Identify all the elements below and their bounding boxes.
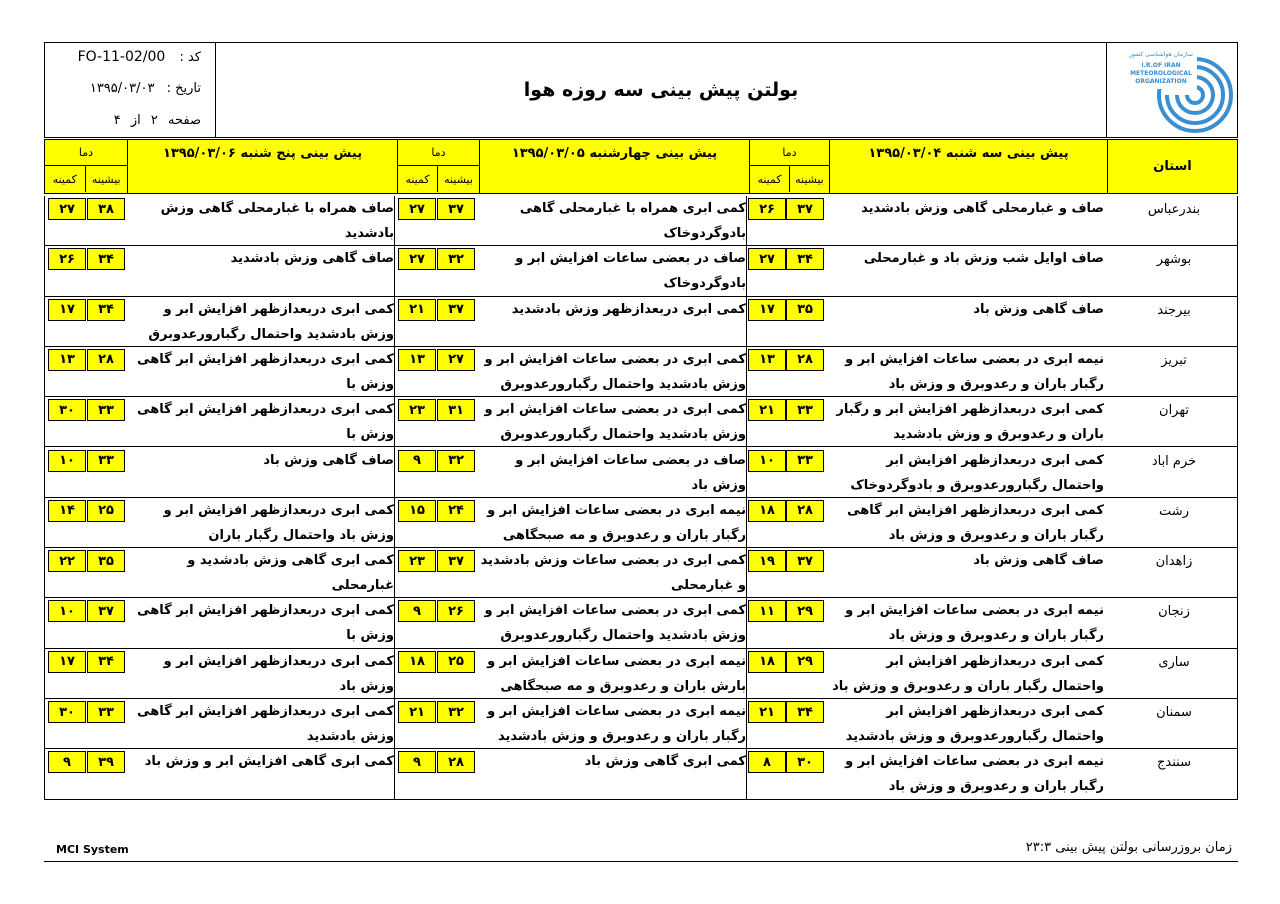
d3-max-temp: ۳۵ <box>87 550 125 572</box>
d2-max-temp: ۳۷ <box>437 550 475 572</box>
province-name: رشت <box>1159 503 1189 519</box>
d2-min-temp: ۱۳ <box>398 349 436 371</box>
d3-max-temp: ۳۴ <box>87 299 125 321</box>
document-meta <box>45 43 216 137</box>
d1-min-temp: ۲۱ <box>748 399 786 421</box>
table-row <box>44 598 1238 648</box>
d2-min-temp: ۲۷ <box>398 198 436 220</box>
d3-forecast-text: کمی ابری دربعدازظهر افزایش ابر و وزش بادشدید واحتمال رگبارورعدوبرق <box>148 301 394 342</box>
d1-forecast-text: کمی ابری دربعدازظهر افزایش ابر گاهی رگبار باران و رعدوبرق و وزش باد <box>847 502 1104 543</box>
d2-min-temp: ۹ <box>398 450 436 472</box>
table-row <box>44 699 1238 749</box>
footer-update-time: زمان بروزرسانی بولتن پیش بینی ۲۳:۳ <box>1025 840 1232 855</box>
d1-forecast-text: کمی ابری دربعدازظهر افزایش ابر واحتمال رگبارورعدوبرق و وزش بادشدید <box>845 704 1104 744</box>
d3-min-temp: ۱۷ <box>48 651 86 673</box>
d1-min-temp: ۱۹ <box>748 550 786 572</box>
d3-forecast-text: کمی ابری دربعدازظهر افزایش ابر و وزش باد <box>163 653 394 694</box>
d1-max-temp: ۳۳ <box>786 399 824 421</box>
d3-forecast-text: صاف همراه با غبارمحلی گاهی وزش بادشدید <box>160 201 394 241</box>
logo-text-fa: سازمان هواشناسی کشور <box>1129 51 1193 58</box>
d1-max-temp: ۳۴ <box>786 248 824 270</box>
d3-forecast-text: کمی ابری گاهی وزش بادشدید و غبارمحلی <box>187 553 394 594</box>
svg-text:ORGANIZATION: ORGANIZATION <box>1135 78 1187 85</box>
d1-max-temp: ۳۷ <box>786 198 824 220</box>
temp-label: دما <box>750 140 829 166</box>
d3-max-temp: ۳۸ <box>87 198 125 220</box>
table-row <box>44 749 1238 799</box>
header-day2-temp <box>397 140 479 193</box>
table-row <box>44 397 1238 447</box>
d2-max-temp: ۳۲ <box>437 248 475 270</box>
province-name: تبریز <box>1161 352 1187 368</box>
min-label: کمینه <box>757 172 782 186</box>
d1-max-temp: ۲۹ <box>786 600 824 622</box>
d2-max-temp: ۳۲ <box>437 701 475 723</box>
page-number: ۲ <box>150 113 158 128</box>
province-name: خرم اباد <box>1151 453 1197 469</box>
d1-max-temp: ۳۳ <box>786 450 824 472</box>
d2-min-temp: ۲۱ <box>398 701 436 723</box>
d2-max-temp: ۲۶ <box>437 600 475 622</box>
d3-forecast-text: کمی ابری دربعدازظهر افزایش ابر گاهی وزش با <box>137 402 394 443</box>
d2-min-temp: ۲۱ <box>398 299 436 321</box>
table-row <box>44 649 1238 699</box>
page-of: از <box>130 113 141 128</box>
d1-max-temp: ۳۵ <box>786 299 824 321</box>
d3-max-temp: ۳۹ <box>87 751 125 773</box>
d1-min-temp: ۱۸ <box>748 651 786 673</box>
d2-min-temp: ۲۳ <box>398 550 436 572</box>
d3-max-temp: ۳۳ <box>87 701 125 723</box>
d2-forecast-text: کمی ابری در بعضی ساعات افزایش ابر و وزش بادشدید واحتمال رگبارورعدوبرق <box>484 402 746 443</box>
province-name: بوشهر <box>1156 252 1192 268</box>
d2-max-temp: ۳۷ <box>437 198 475 220</box>
column-divider <box>1237 196 1238 800</box>
d2-min-temp: ۹ <box>398 600 436 622</box>
d3-max-temp: ۳۷ <box>87 600 125 622</box>
d1-forecast-text: نیمه ابری در بعضی ساعات افزایش ابر و رگبار باران و رعدوبرق و وزش باد <box>845 351 1104 392</box>
max-label: بیشینه <box>437 166 479 192</box>
d2-min-temp: ۹ <box>398 751 436 773</box>
page-total: ۴ <box>113 113 121 128</box>
d1-min-temp: ۱۰ <box>748 450 786 472</box>
d1-forecast-text: نیمه ابری در بعضی ساعات افزایش ابر و رگبار باران و رعدوبرق و وزش باد <box>845 603 1104 644</box>
d2-max-temp: ۳۱ <box>437 399 475 421</box>
svg-text:METEOROLOGICAL: METEOROLOGICAL <box>1130 70 1192 77</box>
d3-forecast-text: کمی ابری گاهی افزایش ابر و وزش باد <box>144 754 394 770</box>
province-name: سمنان <box>1156 705 1192 720</box>
column-divider <box>746 196 747 800</box>
row-divider <box>44 799 1238 800</box>
footer-divider <box>44 861 1238 862</box>
d2-max-temp: ۳۲ <box>437 450 475 472</box>
d3-forecast-text: کمی ابری دربعدازظهر افزایش ابر گاهی وزش با <box>137 603 394 644</box>
svg-text:I.R.OF IRAN: I.R.OF IRAN <box>1141 62 1181 69</box>
d1-max-temp: ۳۰ <box>786 751 824 773</box>
d3-min-temp: ۲۲ <box>48 550 86 572</box>
header-day3-temp <box>45 140 127 193</box>
province-name: بندرعباس <box>1147 202 1201 217</box>
d1-min-temp: ۱۳ <box>748 349 786 371</box>
d3-min-temp: ۹ <box>48 751 86 773</box>
d2-forecast-text: نیمه ابری در بعضی ساعات افزایش ابر و رگبار باران و رعدوبرق و مه صبحگاهی <box>487 502 746 543</box>
max-label: بیشینه <box>789 166 829 192</box>
min-label: کمینه <box>52 172 77 186</box>
d3-forecast-text: کمی ابری دربعدازظهر افزایش ابر گاهی وزش بادشدید <box>137 704 394 744</box>
d2-min-temp: ۱۸ <box>398 651 436 673</box>
d3-forecast-text: صاف گاهی وزش بادشدید <box>230 251 394 267</box>
table-row <box>44 297 1238 347</box>
column-divider <box>44 196 45 800</box>
d2-forecast-text: کمی ابری همراه با غبارمحلی گاهی بادوگردوخاک <box>519 201 746 241</box>
d1-forecast-text: کمی ابری دربعدازظهر افزایش ابر و رگبار باران و رعدوبرق و وزش بادشدید <box>836 402 1104 443</box>
d3-min-temp: ۱۳ <box>48 349 86 371</box>
temp-label: دما <box>398 140 479 166</box>
header-day1: پیش بینی سه شنبه ۱۳۹۵/۰۳/۰۴ <box>829 140 1107 193</box>
province-name: زنجان <box>1158 604 1190 620</box>
bulletin-title: بولتن پیش بینی سه روزه هوا <box>523 79 799 101</box>
d2-min-temp: ۲۷ <box>398 248 436 270</box>
d2-forecast-text: کمی ابری در بعضی ساعات افزایش ابر و وزش بادشدید واحتمال رگبارورعدوبرق <box>484 603 746 644</box>
header-day3: پیش بینی پنج شنبه ۱۳۹۵/۰۳/۰۶ <box>127 140 397 193</box>
table-row <box>44 498 1238 548</box>
d2-forecast-text: کمی ابری گاهی وزش باد <box>584 754 746 770</box>
d1-max-temp: ۳۷ <box>786 550 824 572</box>
table-row <box>44 347 1238 397</box>
header-day2: پیش بینی چهارشنبه ۱۳۹۵/۰۳/۰۵ <box>479 140 749 193</box>
d3-forecast-text: صاف گاهی وزش باد <box>263 452 394 468</box>
d3-max-temp: ۳۴ <box>87 651 125 673</box>
meteorological-organization-logo <box>1106 43 1237 137</box>
max-label: بیشینه <box>85 166 127 192</box>
table-row <box>44 548 1238 598</box>
d2-forecast-text: کمی ابری در بعضی ساعات وزش بادشدید و غبارمحلی <box>480 553 746 594</box>
temp-label: دما <box>45 140 127 166</box>
d3-max-temp: ۲۸ <box>87 349 125 371</box>
table-row <box>44 246 1238 296</box>
d3-min-temp: ۲۷ <box>48 198 86 220</box>
d2-forecast-text: کمی ابری در بعضی ساعات افزایش ابر و وزش بادشدید واحتمال رگبارورعدوبرق <box>484 351 746 392</box>
d2-max-temp: ۳۷ <box>437 299 475 321</box>
footer-system: MCI System <box>56 843 129 856</box>
province-name: ساری <box>1158 654 1190 670</box>
d1-forecast-text: نیمه ابری در بعضی ساعات افزایش ابر و رگبار باران و رعدوبرق و وزش باد <box>845 754 1104 795</box>
code-label: کد : <box>179 50 201 65</box>
table-header-row <box>44 139 1238 194</box>
d1-min-temp: ۱۱ <box>748 600 786 622</box>
d1-min-temp: ۸ <box>748 751 786 773</box>
d2-min-temp: ۱۵ <box>398 500 436 522</box>
table-row <box>44 196 1238 246</box>
date-label: تاریخ : <box>166 81 201 96</box>
d3-forecast-text: کمی ابری دربعدازظهر افزایش ابر گاهی وزش با <box>137 351 394 392</box>
d1-min-temp: ۲۶ <box>748 198 786 220</box>
page-label: صفحه <box>168 113 201 128</box>
province-name: بیرجند <box>1157 302 1191 318</box>
province-name: تهران <box>1159 403 1189 419</box>
d3-min-temp: ۱۰ <box>48 600 86 622</box>
d3-min-temp: ۳۰ <box>48 701 86 723</box>
d3-min-temp: ۱۷ <box>48 299 86 321</box>
d3-min-temp: ۲۶ <box>48 248 86 270</box>
d2-max-temp: ۲۷ <box>437 349 475 371</box>
table-row <box>44 448 1238 498</box>
d1-max-temp: ۲۸ <box>786 500 824 522</box>
d1-min-temp: ۲۱ <box>748 701 786 723</box>
header-province: استان <box>1107 140 1237 193</box>
d2-max-temp: ۲۸ <box>437 751 475 773</box>
d2-forecast-text: کمی ابری دربعدازظهر وزش بادشدید <box>511 301 746 317</box>
d1-forecast-text: صاف و غبارمحلی گاهی وزش بادشدید <box>861 201 1104 216</box>
d1-max-temp: ۳۴ <box>786 701 824 723</box>
d3-max-temp: ۳۳ <box>87 399 125 421</box>
d2-min-temp: ۲۳ <box>398 399 436 421</box>
code-value: FO-11-02/00 <box>77 49 166 65</box>
d3-max-temp: ۳۳ <box>87 450 125 472</box>
d1-forecast-text: صاف گاهی وزش باد <box>973 301 1104 317</box>
d2-max-temp: ۲۵ <box>437 651 475 673</box>
d2-max-temp: ۲۴ <box>437 500 475 522</box>
d2-forecast-text: نیمه ابری در بعضی ساعات افزایش ابر و بارش باران و رعدوبرق و مه صبحگاهی <box>487 653 746 694</box>
min-label: کمینه <box>405 172 430 186</box>
d1-forecast-text: صاف اوایل شب وزش باد و غبارمحلی <box>863 251 1104 267</box>
d3-min-temp: ۱۰ <box>48 450 86 472</box>
d3-min-temp: ۱۴ <box>48 500 86 522</box>
d1-min-temp: ۱۷ <box>748 299 786 321</box>
d1-max-temp: ۲۹ <box>786 651 824 673</box>
d3-forecast-text: کمی ابری دربعدازظهر افزایش ابر و وزش باد واحتمال رگبار باران <box>163 502 394 543</box>
d1-forecast-text: کمی ابری دربعدازظهر افزایش ابر واحتمال رگبارورعدوبرق و بادوگردوخاک <box>850 452 1104 493</box>
bulletin-header <box>44 42 1238 138</box>
d1-min-temp: ۲۷ <box>748 248 786 270</box>
d1-min-temp: ۱۸ <box>748 500 786 522</box>
d2-forecast-text: نیمه ابری در بعضی ساعات افزایش ابر و رگبار باران و رعدوبرق و وزش بادشدید <box>487 704 746 744</box>
date-value: ۱۳۹۵/۰۳/۰۳ <box>89 81 155 96</box>
d1-forecast-text: کمی ابری دربعدازظهر افزایش ابر واحتمال رگبار باران و رعدوبرق و وزش باد <box>832 653 1104 694</box>
d2-forecast-text: صاف در بعضی ساعات افزایش ابر و وزش باد <box>515 452 746 493</box>
d3-min-temp: ۳۰ <box>48 399 86 421</box>
d3-max-temp: ۲۵ <box>87 500 125 522</box>
header-day1-temp <box>749 140 829 193</box>
d3-max-temp: ۳۴ <box>87 248 125 270</box>
d1-forecast-text: صاف گاهی وزش باد <box>973 553 1104 569</box>
province-name: سنندج <box>1157 755 1191 771</box>
column-divider <box>394 196 395 800</box>
d1-max-temp: ۲۸ <box>786 349 824 371</box>
d2-forecast-text: صاف در بعضی ساعات افزایش ابر و بادوگردوخاک <box>515 251 746 292</box>
province-name: زاهدان <box>1155 554 1193 570</box>
